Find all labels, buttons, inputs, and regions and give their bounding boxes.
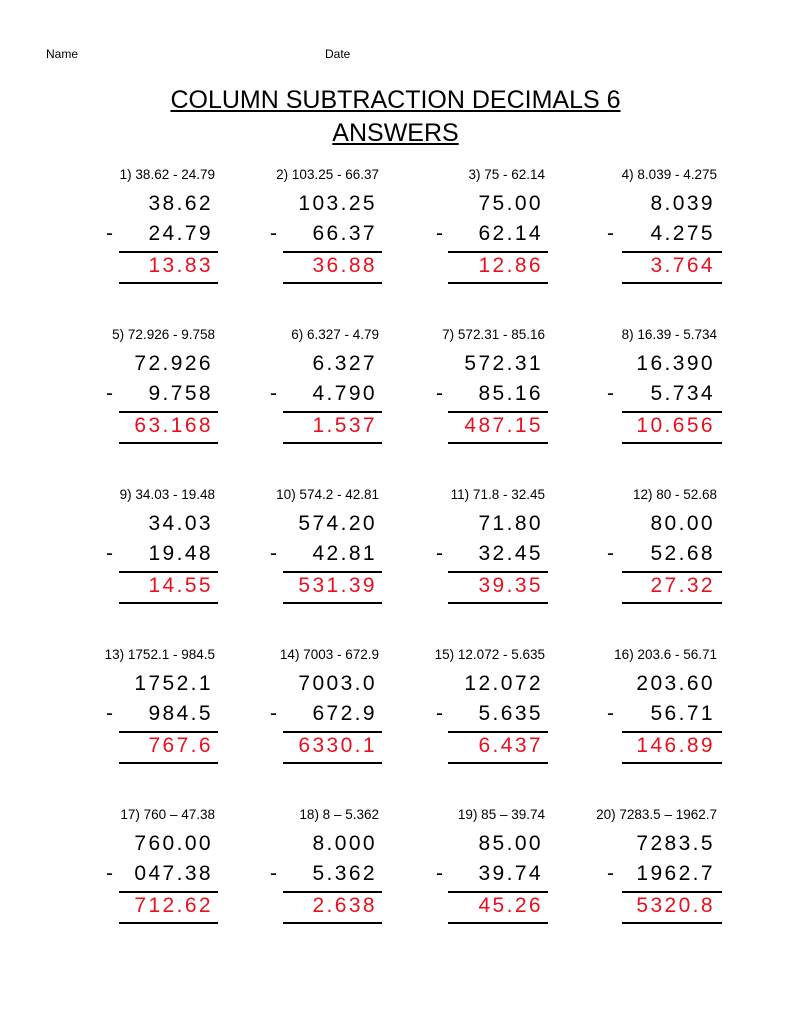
problem-7 bbox=[383, 326, 543, 476]
minus-sign: - bbox=[106, 542, 113, 565]
minus-sign: - bbox=[270, 542, 277, 565]
problem-3 bbox=[383, 166, 543, 316]
minus-sign: - bbox=[436, 702, 443, 725]
answer-rule-top bbox=[622, 731, 722, 733]
subtrahend: 39.74 bbox=[478, 862, 543, 885]
answer-rule-bottom bbox=[622, 282, 722, 284]
subtrahend: 56.71 bbox=[650, 702, 715, 725]
subtrahend: 5.362 bbox=[312, 862, 377, 885]
problem-label: 8) 16.39 - 5.734 bbox=[621, 327, 717, 342]
minus-sign: - bbox=[607, 382, 614, 405]
subtrahend: 047.38 bbox=[134, 862, 213, 885]
answer: 39.35 bbox=[478, 574, 543, 597]
problem-18 bbox=[217, 806, 377, 956]
minus-sign: - bbox=[436, 222, 443, 245]
minus-sign: - bbox=[270, 862, 277, 885]
answer: 2.638 bbox=[312, 894, 377, 917]
problem-16 bbox=[555, 646, 715, 796]
problem-13 bbox=[53, 646, 213, 796]
problem-label: 15) 12.072 - 5.635 bbox=[434, 647, 545, 662]
subtrahend: 984.5 bbox=[148, 702, 213, 725]
problem-label: 14) 7003 - 672.9 bbox=[279, 647, 379, 662]
problem-20 bbox=[555, 806, 715, 956]
subtrahend: 5.734 bbox=[650, 382, 715, 405]
problem-2 bbox=[217, 166, 377, 316]
minuend: 574.20 bbox=[298, 512, 377, 535]
answer-rule-bottom bbox=[283, 282, 382, 284]
problem-19 bbox=[383, 806, 543, 956]
answer-rule-top bbox=[283, 411, 382, 413]
subtrahend: 4.790 bbox=[312, 382, 377, 405]
minuend: 8.039 bbox=[650, 192, 715, 215]
subtrahend: 62.14 bbox=[478, 222, 543, 245]
minus-sign: - bbox=[607, 222, 614, 245]
answer-rule-top bbox=[448, 891, 548, 893]
problem-17 bbox=[53, 806, 213, 956]
answer-rule-bottom bbox=[119, 282, 218, 284]
problem-label: 20) 7283.5 – 1962.7 bbox=[596, 807, 717, 822]
minuend: 1752.1 bbox=[134, 672, 213, 695]
answer: 14.55 bbox=[148, 574, 213, 597]
answer-rule-top bbox=[622, 571, 722, 573]
minuend: 72.926 bbox=[134, 352, 213, 375]
page-title: COLUMN SUBTRACTION DECIMALS 6 bbox=[170, 86, 621, 114]
minus-sign: - bbox=[106, 702, 113, 725]
answer: 767.6 bbox=[148, 734, 213, 757]
problem-11 bbox=[383, 486, 543, 636]
answer-rule-bottom bbox=[448, 762, 548, 764]
problem-label: 7) 572.31 - 85.16 bbox=[442, 327, 545, 342]
minuend: 572.31 bbox=[464, 352, 543, 375]
problem-6 bbox=[217, 326, 377, 476]
minuend: 85.00 bbox=[478, 832, 543, 855]
answer-rule-bottom bbox=[119, 762, 218, 764]
answer-rule-bottom bbox=[119, 602, 218, 604]
answer-rule-top bbox=[283, 891, 382, 893]
problem-label: 11) 71.8 - 32.45 bbox=[450, 487, 545, 502]
subtrahend: 52.68 bbox=[650, 542, 715, 565]
answer-rule-bottom bbox=[283, 922, 382, 924]
answer-rule-top bbox=[622, 891, 722, 893]
minus-sign: - bbox=[607, 702, 614, 725]
answer-rule-bottom bbox=[119, 442, 218, 444]
minuend: 203.60 bbox=[636, 672, 715, 695]
answer-rule-bottom bbox=[448, 442, 548, 444]
problem-label: 10) 574.2 - 42.81 bbox=[276, 487, 379, 502]
problem-1 bbox=[53, 166, 213, 316]
date-label: Date bbox=[325, 47, 351, 61]
answer: 6.437 bbox=[478, 734, 543, 757]
answer-rule-top bbox=[448, 731, 548, 733]
problem-label: 16) 203.6 - 56.71 bbox=[614, 647, 717, 662]
answer-rule-top bbox=[448, 251, 548, 253]
subtrahend: 24.79 bbox=[148, 222, 213, 245]
subtrahend: 1962.7 bbox=[636, 862, 715, 885]
subtrahend: 85.16 bbox=[478, 382, 543, 405]
subtrahend: 19.48 bbox=[148, 542, 213, 565]
answer: 6330.1 bbox=[298, 734, 377, 757]
minus-sign: - bbox=[436, 542, 443, 565]
subtrahend: 66.37 bbox=[312, 222, 377, 245]
minuend: 12.072 bbox=[464, 672, 543, 695]
page-subtitle: ANSWERS bbox=[332, 119, 459, 147]
minuend: 71.80 bbox=[478, 512, 543, 535]
answer-rule-top bbox=[448, 411, 548, 413]
answer-rule-top bbox=[448, 571, 548, 573]
answer: 12.86 bbox=[478, 254, 543, 277]
answer-rule-top bbox=[283, 571, 382, 573]
answer-rule-bottom bbox=[622, 922, 722, 924]
answer: 531.39 bbox=[298, 574, 377, 597]
answer-rule-bottom bbox=[622, 442, 722, 444]
minuend: 80.00 bbox=[650, 512, 715, 535]
answer: 45.26 bbox=[478, 894, 543, 917]
subtrahend: 32.45 bbox=[478, 542, 543, 565]
minus-sign: - bbox=[607, 542, 614, 565]
answer-rule-bottom bbox=[448, 922, 548, 924]
answer: 36.88 bbox=[312, 254, 377, 277]
minus-sign: - bbox=[270, 222, 277, 245]
answer: 487.15 bbox=[464, 414, 543, 437]
answer-rule-top bbox=[283, 731, 382, 733]
minuend: 8.000 bbox=[312, 832, 377, 855]
problem-label: 1) 38.62 - 24.79 bbox=[119, 167, 215, 182]
problem-8 bbox=[555, 326, 715, 476]
problem-label: 19) 85 – 39.74 bbox=[457, 807, 545, 822]
minus-sign: - bbox=[106, 222, 113, 245]
subtrahend: 42.81 bbox=[312, 542, 377, 565]
problem-label: 9) 34.03 - 19.48 bbox=[119, 487, 215, 502]
subtrahend: 4.275 bbox=[650, 222, 715, 245]
problem-label: 17) 760 – 47.38 bbox=[120, 807, 215, 822]
subtrahend: 9.758 bbox=[148, 382, 213, 405]
answer: 10.656 bbox=[636, 414, 715, 437]
problem-15 bbox=[383, 646, 543, 796]
answer-rule-top bbox=[119, 571, 218, 573]
minuend: 760.00 bbox=[134, 832, 213, 855]
answer-rule-bottom bbox=[448, 602, 548, 604]
minus-sign: - bbox=[270, 382, 277, 405]
problem-label: 12) 80 - 52.68 bbox=[632, 487, 717, 502]
answer-rule-bottom bbox=[283, 442, 382, 444]
answer: 146.89 bbox=[636, 734, 715, 757]
minuend: 7003.0 bbox=[298, 672, 377, 695]
problem-label: 13) 1752.1 - 984.5 bbox=[104, 647, 215, 662]
answer: 712.62 bbox=[134, 894, 213, 917]
minuend: 7283.5 bbox=[636, 832, 715, 855]
problem-label: 3) 75 - 62.14 bbox=[468, 167, 545, 182]
answer-rule-bottom bbox=[283, 762, 382, 764]
problem-label: 6) 6.327 - 4.79 bbox=[291, 327, 379, 342]
answer-rule-top bbox=[119, 731, 218, 733]
answer: 13.83 bbox=[148, 254, 213, 277]
minuend: 6.327 bbox=[312, 352, 377, 375]
minus-sign: - bbox=[436, 382, 443, 405]
problem-label: 18) 8 – 5.362 bbox=[299, 807, 379, 822]
answer-rule-top bbox=[283, 251, 382, 253]
minus-sign: - bbox=[106, 862, 113, 885]
minus-sign: - bbox=[106, 382, 113, 405]
problem-label: 2) 103.25 - 66.37 bbox=[276, 167, 379, 182]
problem-label: 5) 72.926 - 9.758 bbox=[112, 327, 215, 342]
answer: 63.168 bbox=[134, 414, 213, 437]
problem-14 bbox=[217, 646, 377, 796]
answer-rule-bottom bbox=[448, 282, 548, 284]
minus-sign: - bbox=[607, 862, 614, 885]
minus-sign: - bbox=[270, 702, 277, 725]
minuend: 34.03 bbox=[148, 512, 213, 535]
minus-sign: - bbox=[436, 862, 443, 885]
problem-10 bbox=[217, 486, 377, 636]
answer: 3.764 bbox=[650, 254, 715, 277]
answer: 1.537 bbox=[312, 414, 377, 437]
answer-rule-bottom bbox=[283, 602, 382, 604]
minuend: 103.25 bbox=[298, 192, 377, 215]
minuend: 75.00 bbox=[478, 192, 543, 215]
subtrahend: 5.635 bbox=[478, 702, 543, 725]
answer: 27.32 bbox=[650, 574, 715, 597]
problem-4 bbox=[555, 166, 715, 316]
answer-rule-top bbox=[119, 251, 218, 253]
answer-rule-bottom bbox=[622, 762, 722, 764]
answer-rule-bottom bbox=[622, 602, 722, 604]
answer-rule-top bbox=[622, 251, 722, 253]
answer-rule-top bbox=[622, 411, 722, 413]
minuend: 16.390 bbox=[636, 352, 715, 375]
problem-12 bbox=[555, 486, 715, 636]
subtrahend: 672.9 bbox=[312, 702, 377, 725]
answer: 5320.8 bbox=[636, 894, 715, 917]
answer-rule-bottom bbox=[119, 922, 218, 924]
problem-label: 4) 8.039 - 4.275 bbox=[621, 167, 717, 182]
answer-rule-top bbox=[119, 411, 218, 413]
problem-5 bbox=[53, 326, 213, 476]
answer-rule-top bbox=[119, 891, 218, 893]
minuend: 38.62 bbox=[148, 192, 213, 215]
problem-9 bbox=[53, 486, 213, 636]
name-label: Name bbox=[46, 47, 79, 61]
